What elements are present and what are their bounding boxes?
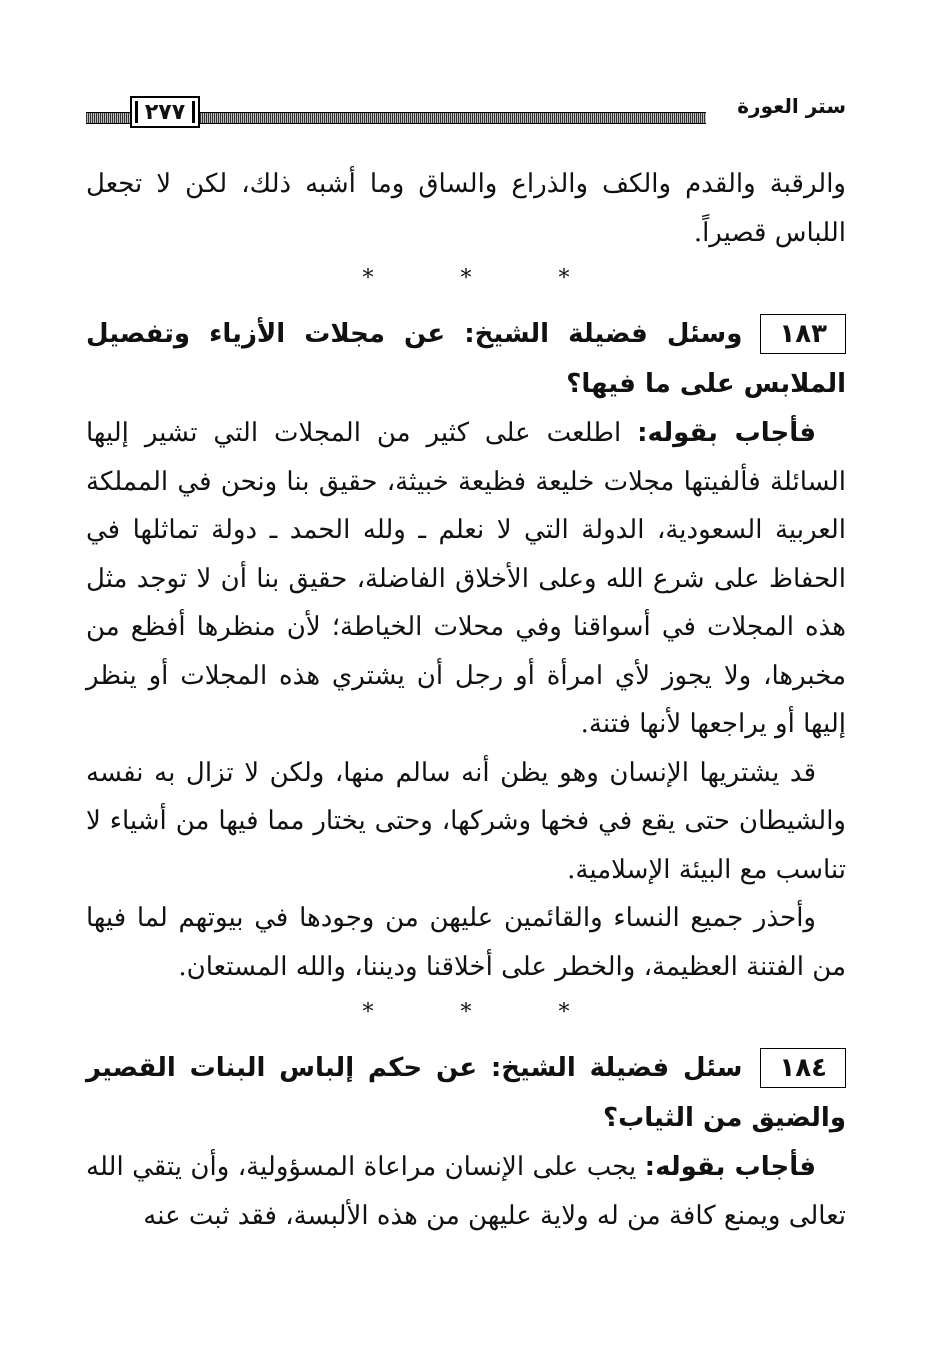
chapter-title: ستر العورة bbox=[737, 94, 846, 118]
answer-text: يجب على الإنسان مراعاة المسؤولية، وأن يتقي الله تعالى ويمنع كافة من له ولاية عليهن من هذه الألبسة، فقد ثبت عنه bbox=[86, 1152, 846, 1231]
page-number: ٢٧٧ bbox=[130, 96, 200, 128]
answer-183-paragraph-2: قد يشتريها الإنسان وهو يظن أنه سالم منها، ولكن لا تزال به نفسه والشيطان حتى يقع في فخها وشركها، وحتى يختار مما فيها من أشياء لا تناسب مع البيئة الإسلامية. bbox=[86, 757, 846, 885]
answer-184-paragraph bbox=[86, 1143, 846, 1240]
question-184 bbox=[86, 1043, 846, 1143]
answer-183-paragraph-3: وأحذر جميع النساء والقائمين عليهن من وجودها في بيوتهم لما فيها من الفتنة العظيمة، والخطر على أخلاقنا وديننا، والله المستعان. bbox=[86, 903, 846, 982]
answer-text: اطلعت على كثير من المجلات التي تشير إليها السائلة فألفيتها مجلات خليعة فظيعة خبيثة، حقيق بنا ونحن في المملكة العربية السعودية، الدولة التي لا نعلم ـ ولله الحمد ـ دولة تماثلها في الحفاظ على شرع الله وعلى الأخلاق الفاضلة، حقيق بنا أن لا توجد مثل هذه المجلات في أسواقنا وفي محلات الخياطة؛ لأن منظرها أفظع من مخبرها، ولا يجوز لأي امرأة أو رجل أن يشتري هذه المجلات أو ينظر إليها أو يراجعها لأنها فتنة. bbox=[86, 418, 846, 739]
section-separator: * * * bbox=[362, 266, 610, 291]
header-rule-left bbox=[86, 112, 130, 124]
question-number: ١٨٣ bbox=[760, 314, 846, 354]
section-separator: * * * bbox=[362, 1000, 610, 1025]
question-text: سئل فضيلة الشيخ: عن حكم إلباس البنات القصير والضيق من الثياب؟ bbox=[86, 1053, 846, 1133]
header-rule bbox=[200, 112, 706, 124]
answer-label: فأجاب بقوله: bbox=[637, 418, 816, 448]
intro-paragraph: والرقبة والقدم والكف والذراع والساق وما أشبه ذلك، لكن لا تجعل اللباس قصيراً. bbox=[86, 169, 846, 248]
question-183 bbox=[86, 309, 846, 409]
answer-label: فأجاب بقوله: bbox=[644, 1152, 816, 1182]
question-text: وسئل فضيلة الشيخ: عن مجلات الأزياء وتفصيل الملابس على ما فيها؟ bbox=[86, 319, 846, 399]
question-number: ١٨٤ bbox=[760, 1048, 846, 1088]
page-content bbox=[86, 160, 846, 1240]
answer-183-paragraph bbox=[86, 409, 846, 749]
page-header bbox=[86, 92, 846, 132]
